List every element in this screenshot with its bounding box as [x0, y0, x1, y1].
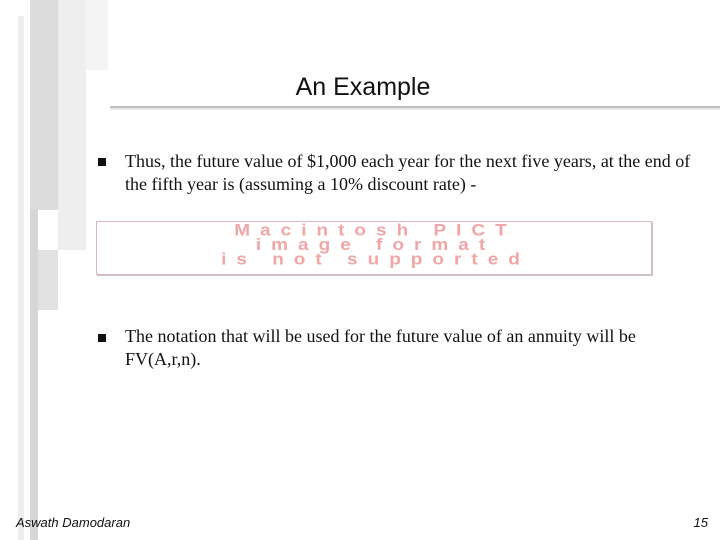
decorative-stripe	[86, 0, 108, 70]
decorative-stripe	[38, 250, 58, 310]
bullet-text: The notation that will be used for the future value of an annuity will be FV(A,r,n).	[125, 326, 636, 369]
bullet-marker	[98, 334, 106, 342]
page-title: An Example	[295, 73, 431, 101]
decorative-stripe	[30, 0, 58, 210]
decorative-stripe	[30, 210, 38, 540]
bullet-text: Thus, the future value of $1,000 each year for the next five years, at the end of the fifth year is (assuming a 10% discount rate) -	[125, 151, 691, 194]
page-number: 15	[693, 515, 708, 530]
placeholder-line: is not supported	[221, 251, 530, 269]
image-placeholder	[96, 221, 652, 275]
bullet-marker	[98, 158, 106, 166]
placeholder-line: image format	[255, 236, 496, 255]
image-placeholder-text	[103, 224, 648, 267]
placeholder-line: Macintosh PICT	[234, 222, 517, 240]
decorative-stripe	[18, 16, 24, 540]
title-divider-shadow	[110, 108, 720, 110]
footer-author: Aswath Damodaran	[16, 515, 131, 530]
decorative-stripe	[58, 0, 86, 250]
